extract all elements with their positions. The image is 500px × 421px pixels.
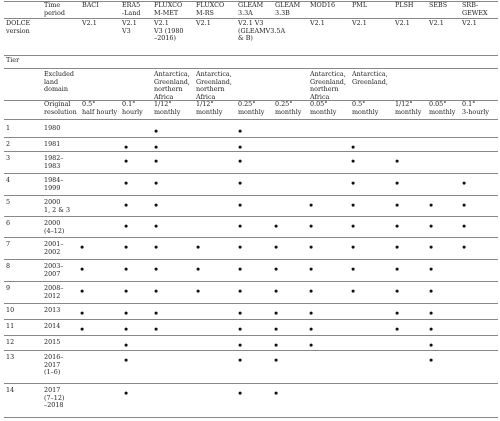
col-resolution-fluxcom-rs: 1/12° monthly xyxy=(196,100,223,116)
col-resolution-fluxcom-met: 1/12° monthly xyxy=(154,100,181,116)
availability-dot xyxy=(125,344,128,347)
tier-cell: 8 xyxy=(6,262,11,270)
availability-dot xyxy=(125,290,128,293)
availability-dot xyxy=(310,225,313,228)
col-name-fluxcom-rs: FLUXCO M-RS xyxy=(196,1,225,17)
col-excluded-fluxcom-met: Antarctica, Greenland, northern Africa xyxy=(154,70,190,101)
availability-dot xyxy=(463,182,466,185)
availability-dot xyxy=(239,182,242,185)
availability-dot xyxy=(396,182,399,185)
col-excluded-pml: Antarctica, Greenland, xyxy=(352,70,388,86)
availability-dot xyxy=(155,130,158,133)
tier-cell: 3 xyxy=(6,154,11,162)
row-divider xyxy=(4,173,498,174)
availability-dot xyxy=(310,204,313,207)
time-period-cell: 1981 xyxy=(44,140,61,148)
availability-dot xyxy=(155,268,158,271)
availability-dot xyxy=(197,246,200,249)
col-name-mod16: MOD16 xyxy=(310,1,336,9)
availability-dot xyxy=(352,204,355,207)
availability-dot xyxy=(239,344,242,347)
header-original-resolution: Original resolution xyxy=(44,100,77,116)
availability-dot xyxy=(396,312,399,315)
time-period-cell: 2014 xyxy=(44,322,61,330)
availability-dot xyxy=(275,225,278,228)
tier-cell: 9 xyxy=(6,284,11,292)
availability-dot xyxy=(430,268,433,271)
availability-dot xyxy=(239,246,242,249)
availability-dot xyxy=(396,246,399,249)
availability-dot xyxy=(155,182,158,185)
col-version-gleam-3-3a: V2.1 V3 (GLEAMV3.5A & B) xyxy=(238,19,286,43)
availability-dot xyxy=(125,225,128,228)
col-version-era5-land: V2.1 V3 xyxy=(122,19,137,35)
tier-cell: 2 xyxy=(6,140,11,148)
availability-dot xyxy=(310,246,313,249)
availability-dot xyxy=(352,290,355,293)
availability-dot xyxy=(155,290,158,293)
col-name-sebs: SEBS xyxy=(429,1,448,9)
row-divider xyxy=(4,259,498,260)
availability-dot xyxy=(310,328,313,331)
col-resolution-plsh: 1/12° monthly xyxy=(395,100,422,116)
time-period-cell: 2001– 2002 xyxy=(44,240,64,256)
availability-dot xyxy=(463,204,466,207)
col-version-mod16: V2.1 xyxy=(310,19,325,27)
col-excluded-fluxcom-rs: Antarctica, Greenland, northern Africa xyxy=(196,70,232,101)
rule-after-version xyxy=(4,55,498,56)
row-divider xyxy=(4,303,498,304)
availability-dot xyxy=(430,344,433,347)
tier-cell: 13 xyxy=(6,353,15,361)
col-name-plsh: PLSH xyxy=(395,1,414,9)
col-version-plsh: V2.1 xyxy=(395,19,410,27)
col-name-srb-gewex: SRB- GEWEX xyxy=(462,1,488,17)
availability-dot xyxy=(430,246,433,249)
availability-dot xyxy=(155,204,158,207)
rule-after-excluded xyxy=(4,100,498,101)
time-period-cell: 2016– 2017 (1–6) xyxy=(44,353,64,377)
availability-dot xyxy=(81,268,84,271)
time-period-cell: 2008– 2012 xyxy=(44,284,64,300)
col-resolution-gleam-3-3b: 0.25° monthly xyxy=(275,100,302,116)
availability-dot xyxy=(125,204,128,207)
time-period-cell: 2013 xyxy=(44,306,61,314)
availability-dot xyxy=(396,328,399,331)
header-time-period: Time period xyxy=(44,1,65,17)
time-period-cell: 2000 (4–12) xyxy=(44,219,65,235)
availability-dot xyxy=(396,268,399,271)
availability-dot xyxy=(125,246,128,249)
availability-dot xyxy=(430,290,433,293)
row-divider xyxy=(4,417,498,418)
tier-cell: 6 xyxy=(6,219,11,227)
time-period-cell: 1980 xyxy=(44,124,61,132)
availability-dot xyxy=(125,359,128,362)
rule-after-names xyxy=(4,18,498,19)
availability-dot xyxy=(81,246,84,249)
availability-dot xyxy=(430,225,433,228)
availability-dot xyxy=(430,328,433,331)
availability-dot xyxy=(275,268,278,271)
row-divider xyxy=(4,216,498,217)
availability-dot xyxy=(239,130,242,133)
time-period-cell: 2015 xyxy=(44,338,61,346)
availability-dot xyxy=(430,312,433,315)
availability-dot xyxy=(310,268,313,271)
availability-dot xyxy=(396,160,399,163)
availability-dot xyxy=(81,312,84,315)
availability-dot xyxy=(81,290,84,293)
availability-dot xyxy=(396,290,399,293)
col-version-fluxcom-rs: V2.1 xyxy=(196,19,211,27)
availability-dot xyxy=(155,328,158,331)
availability-dot xyxy=(239,290,242,293)
availability-dot xyxy=(239,146,242,149)
availability-dot xyxy=(125,312,128,315)
availability-dot xyxy=(125,392,128,395)
availability-dot xyxy=(155,246,158,249)
availability-dot xyxy=(275,344,278,347)
row-divider xyxy=(4,335,498,336)
time-period-cell: 2000 1, 2 & 3 xyxy=(44,198,71,214)
availability-dot xyxy=(239,328,242,331)
header-tier: Tier xyxy=(6,56,20,64)
col-resolution-era5-land: 0.1° hourly xyxy=(122,100,143,116)
availability-dot xyxy=(310,312,313,315)
availability-dot xyxy=(155,160,158,163)
col-version-sebs: V2.1 xyxy=(429,19,444,27)
availability-dot xyxy=(430,359,433,362)
row-divider xyxy=(4,350,498,351)
tier-cell: 14 xyxy=(6,386,15,394)
availability-dot xyxy=(239,392,242,395)
availability-dot xyxy=(197,268,200,271)
col-version-srb-gewex: V2.1 xyxy=(462,19,477,27)
availability-dot xyxy=(463,246,466,249)
availability-dot xyxy=(239,225,242,228)
row-divider xyxy=(4,151,498,152)
rule-top xyxy=(4,1,498,2)
col-version-fluxcom-met: V2.1 V3 (1980 –2016) xyxy=(154,19,184,43)
availability-dot xyxy=(352,182,355,185)
availability-dot xyxy=(125,182,128,185)
header-excluded-land-domain: Excluded land domain xyxy=(44,70,74,94)
row-divider xyxy=(4,137,498,138)
availability-dot xyxy=(125,146,128,149)
availability-dot xyxy=(125,328,128,331)
availability-dot xyxy=(275,290,278,293)
col-excluded-mod16: Antarctica, Greenland, northern Africa xyxy=(310,70,346,101)
rule-header-bottom xyxy=(4,119,498,120)
availability-dot xyxy=(239,268,242,271)
availability-dot xyxy=(155,146,158,149)
rule-after-tier xyxy=(4,68,498,69)
col-name-gleam-3-3b: GLEAM 3.3B xyxy=(275,1,301,17)
availability-dot xyxy=(430,204,433,207)
col-resolution-srb-gewex: 0.1° 3-hourly xyxy=(462,100,490,116)
col-version-baci: V2.1 xyxy=(82,19,97,27)
availability-dot xyxy=(310,344,313,347)
availability-dot xyxy=(275,246,278,249)
availability-dot xyxy=(352,225,355,228)
tier-cell: 10 xyxy=(6,306,15,314)
availability-dot xyxy=(275,359,278,362)
time-period-cell: 1984– 1999 xyxy=(44,176,64,192)
row-divider xyxy=(4,281,498,282)
tier-cell: 1 xyxy=(6,124,11,132)
col-name-fluxcom-met: FLUXCO M-MET xyxy=(154,1,183,17)
tier-cell: 7 xyxy=(6,240,11,248)
row-divider xyxy=(4,383,498,384)
availability-dot xyxy=(352,268,355,271)
availability-dot xyxy=(81,328,84,331)
availability-dot xyxy=(125,160,128,163)
availability-dot xyxy=(239,160,242,163)
availability-dot xyxy=(239,312,242,315)
availability-dot xyxy=(155,312,158,315)
availability-dot xyxy=(275,312,278,315)
col-resolution-gleam-3-3a: 0.25° monthly xyxy=(238,100,265,116)
tier-cell: 4 xyxy=(6,176,11,184)
availability-dot xyxy=(396,204,399,207)
time-period-cell: 1982– 1983 xyxy=(44,154,64,170)
row-divider xyxy=(4,195,498,196)
tier-cell: 11 xyxy=(6,322,15,330)
col-name-gleam-3-3a: GLEAM 3.3A xyxy=(238,1,264,17)
availability-dot xyxy=(275,392,278,395)
col-resolution-baci: 0.5° half hourly xyxy=(82,100,118,116)
time-period-cell: 2017 (7–12) –2018 xyxy=(44,386,65,410)
row-divider xyxy=(4,319,498,320)
col-name-era5-land: ERA5 -Land xyxy=(122,1,141,17)
col-resolution-sebs: 0.05° monthly xyxy=(429,100,456,116)
availability-dot xyxy=(352,146,355,149)
availability-dot xyxy=(396,225,399,228)
tier-cell: 5 xyxy=(6,198,11,206)
header-dolce-version: DOLCE version xyxy=(6,19,31,35)
availability-dot xyxy=(275,328,278,331)
col-name-pml: PML xyxy=(352,1,368,9)
availability-dot xyxy=(352,160,355,163)
availability-dot xyxy=(239,359,242,362)
col-resolution-mod16: 0.05° monthly xyxy=(310,100,337,116)
col-version-pml: V2.1 xyxy=(352,19,367,27)
col-name-baci: BACI xyxy=(82,1,99,9)
availability-dot xyxy=(463,225,466,228)
availability-dot xyxy=(155,225,158,228)
tier-cell: 12 xyxy=(6,338,15,346)
availability-dot xyxy=(125,268,128,271)
availability-dot xyxy=(352,246,355,249)
col-resolution-pml: 0.5° monthly xyxy=(352,100,379,116)
time-period-cell: 2003– 2007 xyxy=(44,262,64,278)
availability-dot xyxy=(310,290,313,293)
availability-dot xyxy=(197,290,200,293)
availability-dot xyxy=(239,204,242,207)
row-divider xyxy=(4,237,498,238)
